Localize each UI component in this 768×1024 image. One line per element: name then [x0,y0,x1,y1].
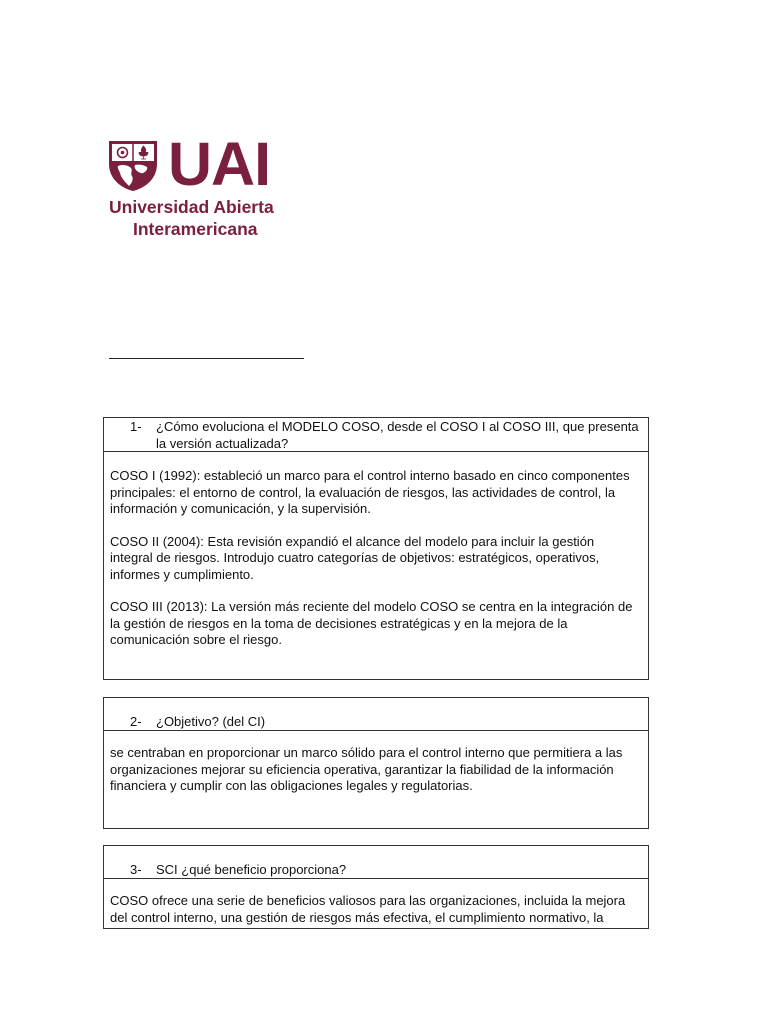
answer-paragraph: COSO ofrece una serie de beneficios valiosos para las organizaciones, incluida la mejora del control interno, una gestión de riesgos más efectiva, el cumplimiento normativo, la [110,893,626,925]
logo-name-line2: Interamericana [133,219,258,239]
logo-acronym: UAI [168,130,271,198]
answer-paragraph: COSO I (1992): estableció un marco para el control interno basado en cinco componentes principales: el entorno de control, la evaluación de riesgos, las actividades de control, la información y comunicación, y la supervisión. [110,468,630,516]
question-box-1 [103,417,649,680]
logo-name-line1: Universidad Abierta [109,197,274,217]
answer-paragraph: se centraban en proporcionar un marco sólido para el control interno que permitiera a las organizaciones mejorar su eficiencia operativa, garantizar la fiabilidad de la información financiera y cumplir con las obligaciones legales y regulatorias. [110,745,623,793]
answer-text [104,731,648,795]
answer-text [104,452,648,649]
name-underline [109,358,304,359]
question-text: SCI ¿qué beneficio proporciona? [156,862,347,877]
shield-crest-icon [108,140,158,192]
university-logo [108,130,308,242]
question-box-2 [103,697,649,829]
question-number: 2- [129,714,142,729]
question-number: 3- [129,862,142,877]
question-number: 1- [129,419,142,434]
question-text: ¿Objetivo? (del CI) [156,714,266,729]
question-header [104,846,648,879]
question-header [104,418,648,452]
answer-paragraph: COSO III (2013): La versión más reciente del modelo COSO se centra en la integración de la gestión de riesgos en la toma de decisiones estratégicas y en la mejora de la comunicación sobre el riesgo. [110,599,633,647]
question-header [104,698,648,731]
answer-text [104,879,648,926]
question-box-3 [103,845,649,929]
answer-paragraph: COSO II (2004): Esta revisión expandió el alcance del modelo para incluir la gestión integral de riesgos. Introdujo cuatro categorías de objetivos: estratégicos, operativos, informes y cumplimiento. [110,533,600,582]
question-text: ¿Cómo evoluciona el MODELO COSO, desde el COSO I al COSO III, que presenta la versión actualizada? [156,419,639,451]
